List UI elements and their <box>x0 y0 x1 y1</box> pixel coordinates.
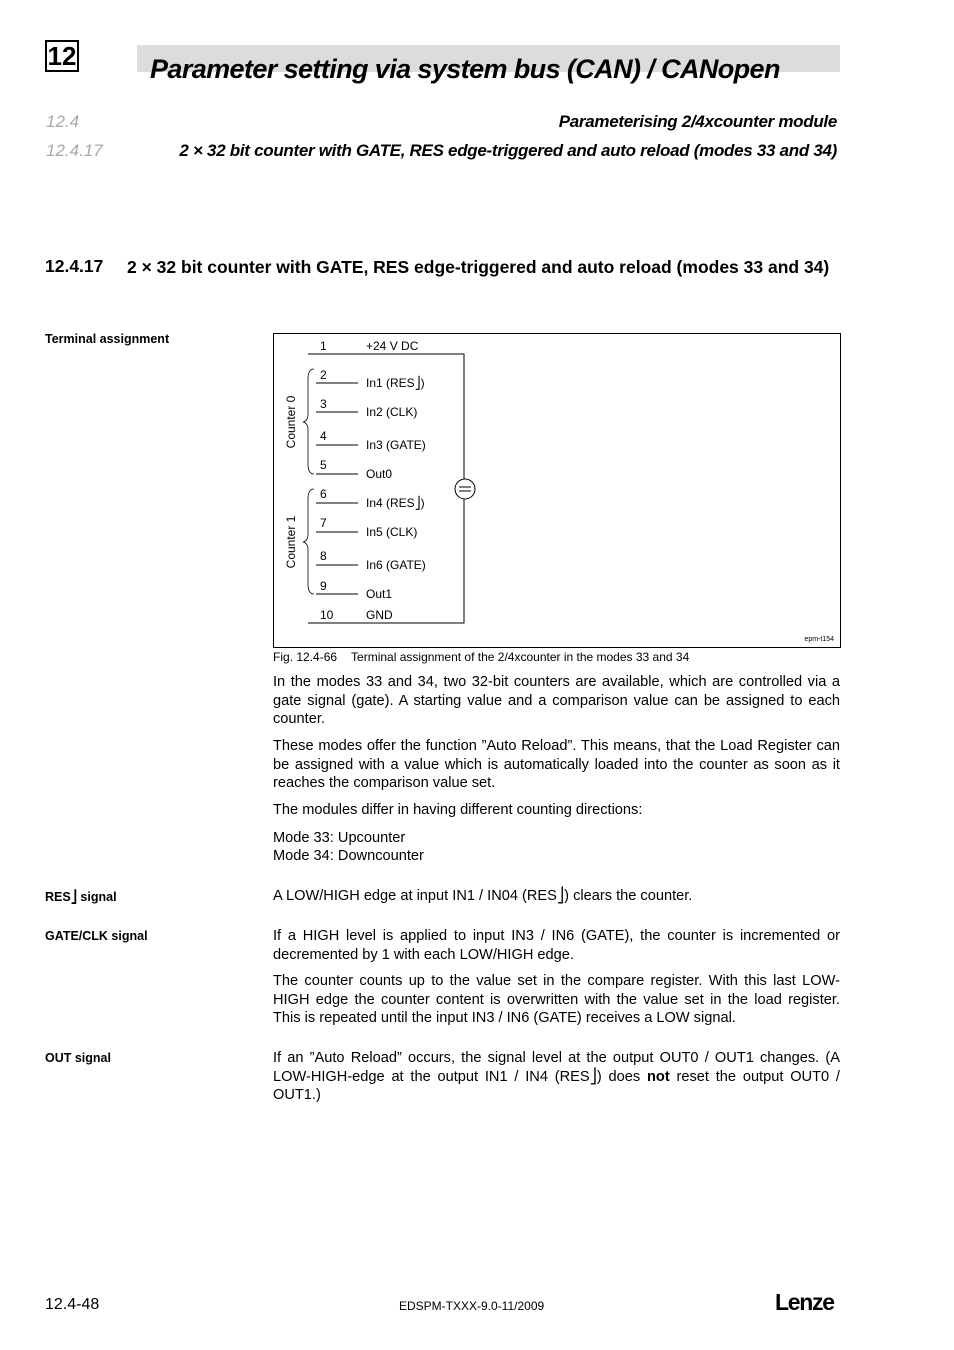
terminal-number-9: 9 <box>320 579 327 593</box>
section-title: 2 × 32 bit counter with GATE, RES edge-triggered and auto reload (modes 33 and 34) <box>127 257 830 277</box>
label-out-signal: OUT signal <box>45 1051 111 1065</box>
ground-symbol <box>455 479 475 499</box>
res-signal-text: A LOW/HIGH edge at input IN1 / IN04 (RES⎦) clears the counter. <box>273 888 693 904</box>
figure-caption <box>273 650 689 664</box>
group-label-counter-0: Counter 0 <box>284 395 298 449</box>
section-number: 12.4.17 <box>45 256 104 276</box>
out-signal-text <box>273 1049 840 1105</box>
terminal-number-8: 8 <box>320 549 327 563</box>
terminal-number-6: 6 <box>320 487 327 501</box>
gate-signal-text-2: The counter counts up to the value set in the compare register. With this last LOW-HIGH edge the counter content is overwritten with the value set in the load register. This is repeated until the input IN3 / IN6 (GATE) receives a LOW signal. <box>273 973 840 1027</box>
module-outline <box>308 354 464 623</box>
terminal-label-9: Out1 <box>366 587 393 601</box>
gate-signal-text-1: If a HIGH level is applied to input IN3 / IN6 (GATE), the counter is incremented or decremented by 1 with each LOW/HIGH edge. <box>273 928 840 963</box>
label-res-signal: RES⎦ signal <box>45 890 117 904</box>
figure-caption-text: Terminal assignment of the 2/4xcounter in the modes 33 and 34 <box>351 650 690 664</box>
document-id: EDSPM-TXXX-9.0-11/2009 <box>399 1299 545 1313</box>
group-label-counter-1: Counter 1 <box>284 515 298 569</box>
out-signal-text-a: If an ”Auto Reload” occurs, the signal level at the output OUT0 / OUT1 changes. (A LOW-HIGH-edge at the output IN1 / IN4 (RES⎦) does <box>273 1050 840 1085</box>
label-gate-clk-signal: GATE/CLK signal <box>45 929 148 943</box>
out-signal-text-b: reset the output OUT0 / OUT1.) <box>273 1068 840 1104</box>
subsubsection-number: 12.4.17 <box>46 141 103 160</box>
terminal-number-4: 4 <box>320 429 327 443</box>
terminal-label-3: In2 (CLK) <box>366 405 418 419</box>
paragraph-intro: In the modes 33 and 34, two 32-bit counters are available, which are controlled via a gate signal (gate). A starting value and a comparison value can be assigned to each counter. <box>273 674 840 728</box>
mode-33: Mode 33: Upcounter <box>273 830 406 846</box>
terminal-number-7: 7 <box>320 516 327 530</box>
terminal-number-1: 1 <box>320 339 327 353</box>
terminal-label-7: In5 (CLK) <box>366 525 418 539</box>
figure-ref: epm-t154 <box>804 636 834 643</box>
terminal-label-2: In1 (RES⎦) <box>366 376 425 390</box>
brand-logo: Lenze <box>775 1289 834 1315</box>
terminal-label-5: Out0 <box>366 467 393 481</box>
terminal-diagram <box>274 334 840 647</box>
terminal-number-10: 10 <box>320 608 334 622</box>
terminal-label-10: GND <box>366 608 393 622</box>
terminal-label-1: +24 V DC <box>366 339 419 353</box>
terminal-number-5: 5 <box>320 458 327 472</box>
brace-counter-0 <box>303 369 314 474</box>
chapter-number: 12 <box>45 40 79 72</box>
paragraph-directions: The modules differ in having different counting directions: <box>273 802 643 818</box>
terminal-label-6: In4 (RES⎦) <box>366 496 425 510</box>
subsection-title: Parameterising 2/4xcounter module <box>558 112 837 131</box>
figure-caption-number: Fig. 12.4-66 <box>273 650 338 664</box>
terminal-number-3: 3 <box>320 397 327 411</box>
brace-counter-1 <box>303 489 314 594</box>
page-number: 12.4-48 <box>45 1296 100 1313</box>
terminal-label-4: In3 (GATE) <box>366 438 426 452</box>
page-title: Parameter setting via system bus (CAN) / CANopen <box>150 54 780 84</box>
terminal-number-2: 2 <box>320 368 327 382</box>
out-signal-text-emphasis: not <box>647 1068 670 1085</box>
terminal-label-8: In6 (GATE) <box>366 558 426 572</box>
paragraph-auto-reload: These modes offer the function ”Auto Reload”. This means, that the Load Register can be assigned with a value which is automatically loaded into the counter as soon as it reaches the comparison value set. <box>273 738 840 792</box>
subsection-number: 12.4 <box>46 112 80 131</box>
mode-34: Mode 34: Downcounter <box>273 848 424 864</box>
terminal-figure <box>273 333 841 648</box>
subsubsection-title: 2 × 32 bit counter with GATE, RES edge-triggered and auto reload (modes 33 and 34) <box>179 141 837 160</box>
label-terminal-assignment: Terminal assignment <box>45 332 170 346</box>
